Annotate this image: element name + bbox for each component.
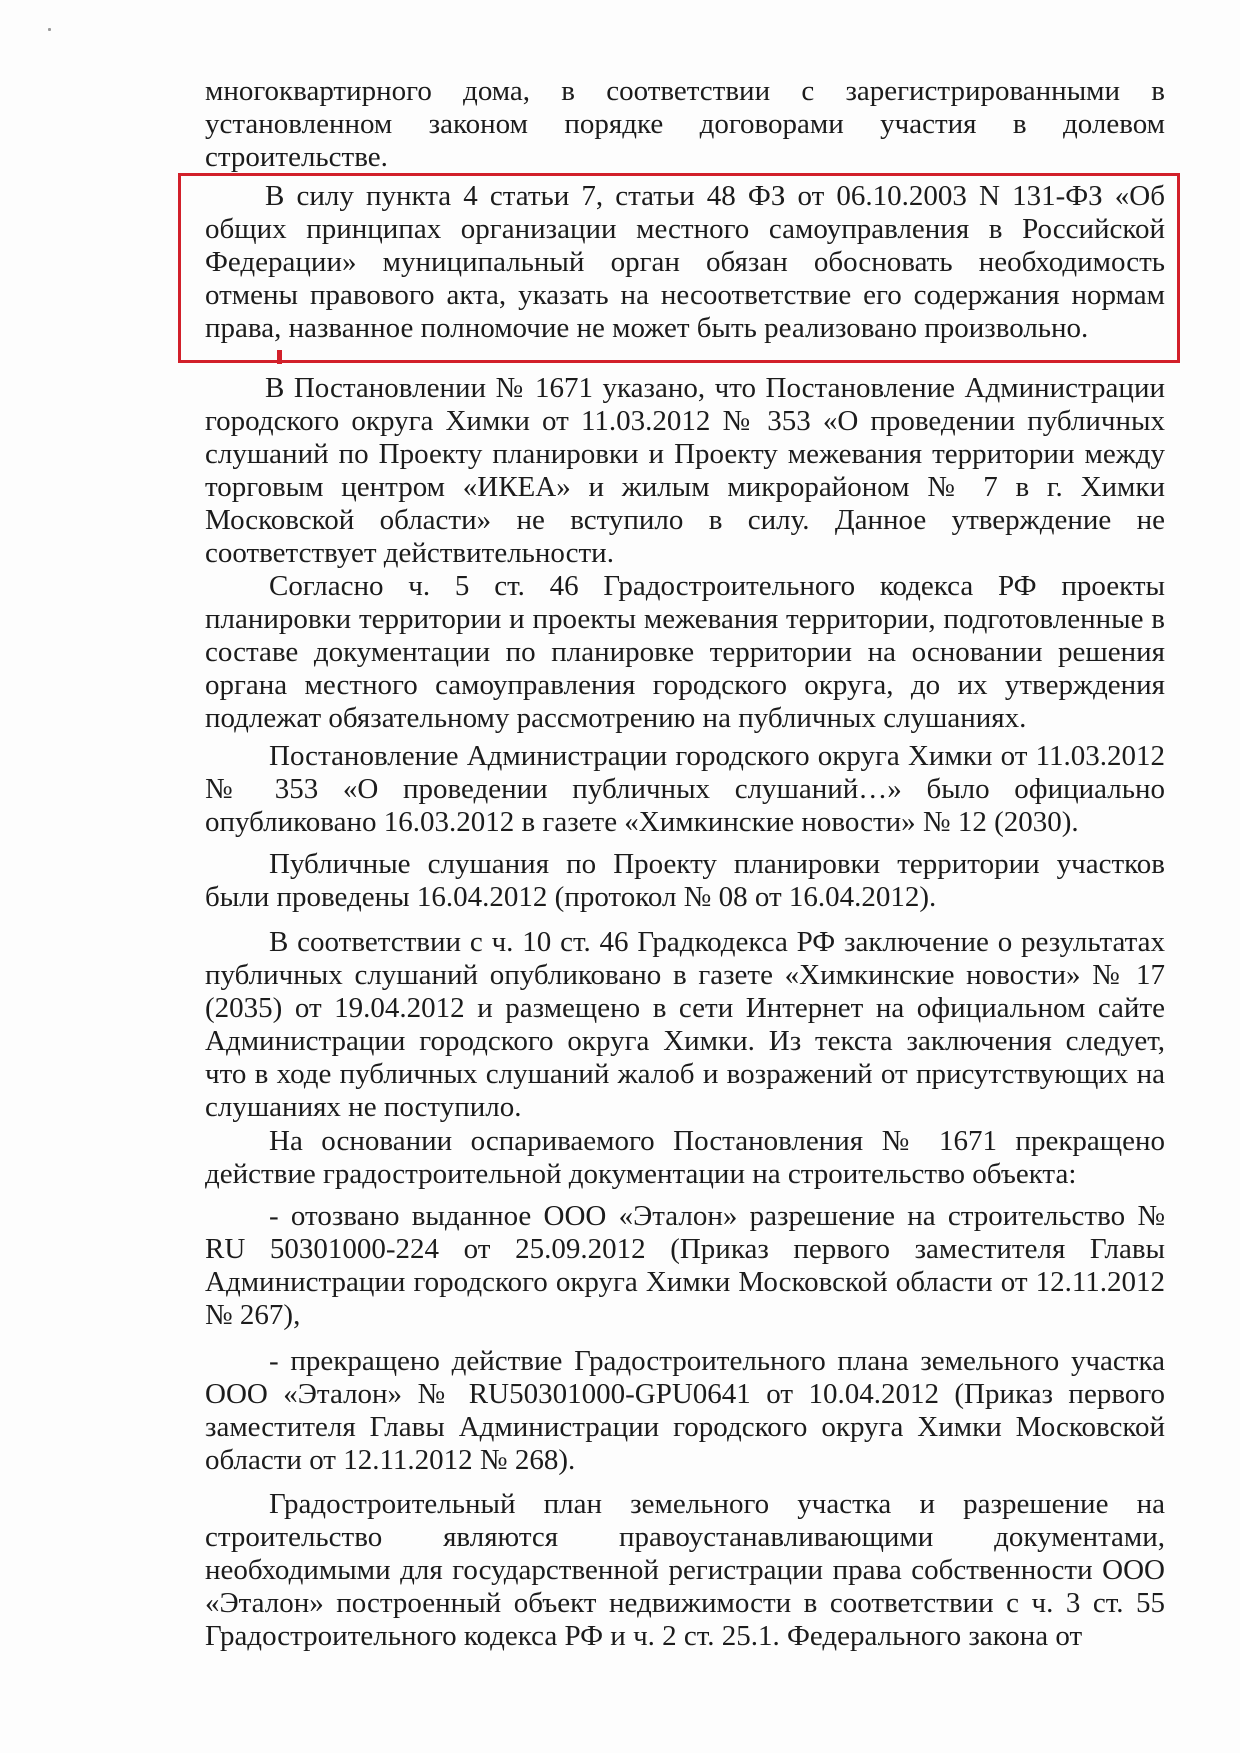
paragraph-conclusion: В соответствии с ч. 10 ст. 46 Градкодекса РФ заключение о результатах публичных слушаний опубликовано в газете «Химкинские новости» № 17 (2035) от 19.04.2012 и размещено в сети Интернет на официальном сайте Администрации городского округа Химки. Из текста заключения следует, что в ходе публичных слушаний жалоб и возражений от присутствующих на слушаниях не поступило. [205,926,1165,1123]
red-marker [277,350,282,364]
paragraph-highlighted: В силу пункта 4 статьи 7, статьи 48 ФЗ от 06.10.2003 N 131-ФЗ «Об общих принципах организации местного самоуправления в Российской Федерации» муниципальный орган обязан обосновать необходимость отмены правового акта, указать на несоответствие его содержания нормам права, названное полномочие не может быть реализовано произвольно. [205,180,1165,344]
paragraph-registration: Градостроительный план земельного участка и разрешение на строительство являются правоустанавливающими документами, необходимыми для государственной регистрации права собственности ООО «Эталон» построенный объект недвижимости в соответствии с ч. 3 ст. 55 Градостроительного кодекса РФ и ч. 2 ст. 25.1. Федерального закона от [205,1488,1165,1652]
paragraph-continuation: многоквартирного дома, в соответствии с зарегистрированными в установленном законом порядке договорами участия в долевом строительстве. [205,75,1165,173]
paragraph-postanovlenie-1671: В Постановлении № 1671 указано, что Постановление Администрации городского округа Химки от 11.03.2012 № 353 «О проведении публичных слушаний по Проекту планировки и Проекту межевания территории между торговым центром «ИКЕА» и жилым микрорайоном № 7 в г. Химки Московской области» не вступило в силу. Данное утверждение не соответствует действительности. [205,372,1165,569]
list-item-permit-revoked: - отозвано выданное ООО «Эталон» разрешение на строительство № RU 50301000-224 от 25.09.2012 (Приказ первого заместителя Главы Администрации городского округа Химки Московской области от 12.11.2012 № 267), [205,1200,1165,1331]
paragraph-publication: Постановление Администрации городского округа Химки от 11.03.2012 № 353 «О проведении публичных слушаний…» было официально опубликовано 16.03.2012 в газете «Химкинские новости» № 12 (2030). [205,740,1165,838]
list-item-gpzu-terminated: - прекращено действие Градостроительного плана земельного участка ООО «Эталон» № RU50301000-GPU0641 от 10.04.2012 (Приказ первого заместителя Главы Администрации городского округа Химки Московской области от 12.11.2012 № 268). [205,1345,1165,1476]
paragraph-grk-ch5: Согласно ч. 5 ст. 46 Градостроительного кодекса РФ проекты планировки территории и проекты межевания территории, подготовленные в составе документации по планировке территории на основании решения органа местного самоуправления городского округа, до их утверждения подлежат обязательному рассмотрению на публичных слушаниях. [205,570,1165,734]
scan-artifact [48,28,51,31]
paragraph-hearings: Публичные слушания по Проекту планировки территории участков были проведены 16.04.2012 (протокол № 08 от 16.04.2012). [205,848,1165,913]
paragraph-termination: На основании оспариваемого Постановления № 1671 прекращено действие градостроительной документации на строительство объекта: [205,1125,1165,1190]
